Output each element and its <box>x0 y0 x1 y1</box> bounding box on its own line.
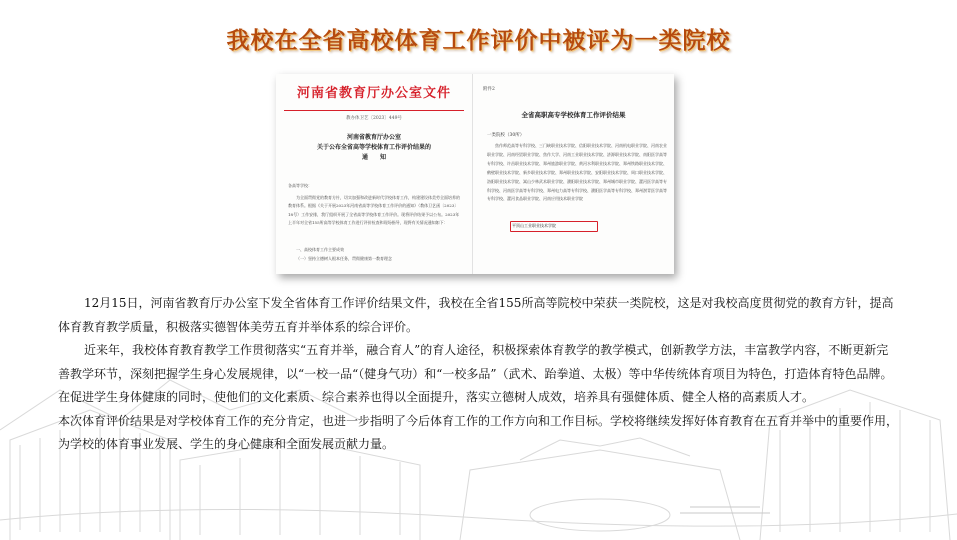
results-title: 全省高职高专学校体育工作评价结果 <box>521 111 626 119</box>
annex-label: 附件2 <box>483 87 495 92</box>
notice-document-image <box>276 74 674 274</box>
document-number: 教办体卫艺〔2023〕449号 <box>345 116 403 121</box>
document-header: 河南省教育厅办公室文件 <box>296 86 451 101</box>
institution-list: 焦作师范高等专科学校、三门峡职业技术学院、信阳职业技术学院、河南机电职业学院、河南农业职业学院、河南经贸职业学院、焦作大学、河南工业职业技术学院、济源职业技术学院、南阳医学高等专科学校、许昌职业技术学院、郑州旅游职业学院、黄河水利职业技术学院、郑州铁路职业技术学院、鹤壁职业技术学院、新乡职业技术学院、郑州职业技术学院、安阳职业技术学院、周口职业技术学院、洛阳职业技术学院、嵩山少林武术职业学院、濮阳职业技术学院、郑州城市职业学院、漯河医学高等专科学校、河南医学高等专科学校、郑州电力高等专科学校、濮阳医学高等专科学校、郑州澍青医学高等专科学校、漯河食品职业学院、河南应用技术职业学院 <box>487 143 667 202</box>
highlighted-institution: 平顶山工业职业技术学院 <box>512 223 556 228</box>
notice-body: 为全面贯彻党的教育方针，切实加强和改进新时代学校体育工作，构建建设体美劳全面培养的教育体系。根据《关于开展2023年河南省高等学校体育工作评价的通知》（教体卫艺函〔2023〕18号）工作安排，我厅组织开展了全省高等学校体育工作评价。现将评价结果予以公布。2023年上半年对全省155所高等学校体育工作进行评价检查和现场指导，现将有关情况通知如下： <box>288 195 460 226</box>
notice-title-line-1: 河南省教育厅办公室 <box>346 134 401 141</box>
notice-salutation: 各高等学校： <box>288 183 312 188</box>
notice-title-line-3: 通 知 <box>361 154 386 161</box>
paragraph-3: 本次体育评价结果是对学校体育工作的充分肯定，也进一步指明了今后体育工作的工作方向和工作目标。学校将继续发挥好体育教育在五育并举中的重要作用，为学校的体育事业发展、学生的身心健康和全面发展贡献力量。 <box>58 413 899 451</box>
paragraph-1: 12月15日，河南省教育厅办公室下发全省体育工作评价结果文件，我校在全省155所高等院校中荣获一类院校，这是对我校高度贯彻党的教育方针，提高体育教育教学质量，积极落实德智体美劳五育并举体系的综合评价。 <box>58 296 894 334</box>
notice-body-tail: （一）坚持立德树人根本任务，贯彻健康第一教育理念 <box>296 256 392 261</box>
grade-heading: 一类院校（30所） <box>487 133 525 138</box>
highlight-box <box>510 221 598 232</box>
document-page-results <box>473 74 674 274</box>
page-title: 我校在全省高校体育工作评价中被评为一类院校 <box>226 27 731 54</box>
notice-title-line-2: 关于公布全省高等学校体育工作评价结果的 <box>316 144 431 151</box>
notice-section-heading: 一、高校体育工作主要成效 <box>296 247 344 252</box>
paragraph-2: 近来年，我校体育教育教学工作贯彻落实“五育并举，融合育人”的育人途径，积极探索体育教学的教学模式，创新教学方法，丰富教学内容，不断更新完善教学环节，深刻把握学生身心发展规律，以“一校一品“（健身气功）和“一校多品”（武术、跆拳道、太极）等中华传统体育项目为特色，打造体育特色品牌。在促进学生身体健康的同时，使他们的文化素质、综合素养也得以全面提升，落实立德树人成效，培养具有强健体质、健全人格的高素质人才。 <box>58 343 893 404</box>
article-body <box>58 292 898 457</box>
header-rule <box>284 110 464 111</box>
document-page-notice <box>276 74 473 274</box>
